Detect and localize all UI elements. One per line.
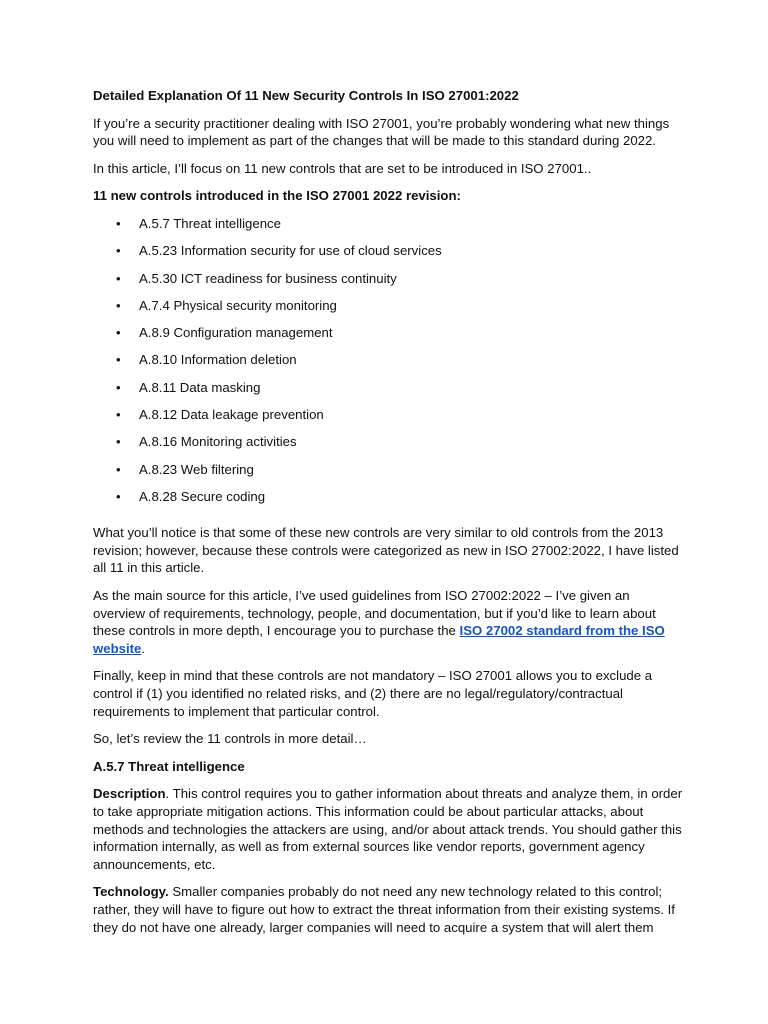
controls-list-heading: 11 new controls introduced in the ISO 27001 2022 revision: <box>93 188 461 204</box>
list-item <box>93 461 683 488</box>
list-item <box>93 406 683 433</box>
bullet-icon: • <box>116 461 121 477</box>
list-item <box>93 215 683 242</box>
list-item <box>93 351 683 378</box>
list-item <box>93 242 683 269</box>
bullet-icon: • <box>116 379 121 395</box>
description-label: Description <box>93 786 166 802</box>
source-paragraph <box>93 587 683 657</box>
section-heading: A.5.7 Threat intelligence <box>93 758 245 774</box>
control-label: A.5.30 ICT readiness for business continuity <box>139 270 397 286</box>
bullet-icon: • <box>116 270 121 286</box>
control-label: A.8.12 Data leakage prevention <box>139 407 324 423</box>
list-item <box>93 270 683 297</box>
bullet-icon: • <box>116 297 121 313</box>
source-text: As the main source for this article, I’ve used guidelines from ISO 27002:2022 – I’ve given an overview of requirements, technology, people, and documentation, but if you’d like to learn about these controls in more depth, I encourage you to purchase the <box>93 588 656 639</box>
technology-paragraph <box>93 883 683 936</box>
control-label: A.8.23 Web filtering <box>139 461 254 477</box>
control-label: A.8.11 Data masking <box>139 379 261 395</box>
focus-paragraph: In this article, I’ll focus on 11 new controls that are set to be introduced in ISO 27001.. <box>93 160 592 176</box>
control-label: A.8.16 Monitoring activities <box>139 434 297 450</box>
bullet-icon: • <box>116 215 121 231</box>
description-text: . This control requires you to gather information about threats and analyze them, in order to take appropriate mitigation actions. This information could be about particular attacks, about methods and technologies the attackers are using, and/or about attack trends. You should gather this information internally, as well as from external sources like vendor reports, government agency announcements, etc. <box>93 786 683 872</box>
article-body <box>93 87 683 946</box>
list-item <box>93 297 683 324</box>
notice-paragraph: What you’ll notice is that some of these new controls are very similar to old controls from the 2013 revision; however, because these controls were categorized as new in ISO 27002:2022, I have listed all 11 in this article. <box>93 525 679 576</box>
control-label: A.8.10 Information deletion <box>139 352 297 368</box>
source-text-end: . <box>141 640 146 656</box>
article-title: Detailed Explanation Of 11 New Security Controls In ISO 27001:2022 <box>93 88 519 103</box>
control-label: A.7.4 Physical security monitoring <box>139 297 337 313</box>
bullet-icon: • <box>116 352 121 368</box>
mandatory-paragraph: Finally, keep in mind that these controls are not mandatory – ISO 27001 allows you to exclude a control if (1) you identified no related risks, and (2) there are no legal/regulatory/contractual requirements to implement that particular control. <box>93 668 653 719</box>
list-item <box>93 379 683 406</box>
bullet-icon: • <box>116 488 121 504</box>
list-item <box>93 324 683 351</box>
iso-27002-link[interactable]: ISO 27002 standard from the ISO website <box>93 623 665 656</box>
bullet-icon: • <box>116 325 121 341</box>
bullet-icon: • <box>116 243 121 259</box>
bullet-icon: • <box>116 434 121 450</box>
controls-list <box>93 215 683 515</box>
control-label: A.8.9 Configuration management <box>139 325 333 341</box>
control-label: A.5.23 Information security for use of cloud services <box>139 243 442 259</box>
list-item <box>93 488 683 515</box>
control-label: A.8.28 Secure coding <box>139 488 266 504</box>
technology-text: Smaller companies probably do not need any new technology related to this control; rather, they will have to figure out how to extract the threat information from their existing systems. If they do not have one already, larger companies will need to acquire a system that will alert them <box>93 884 675 935</box>
control-label: A.5.7 Threat intelligence <box>139 215 281 231</box>
technology-label: Technology. <box>93 884 169 900</box>
list-item <box>93 433 683 460</box>
review-paragraph: So, let’s review the 11 controls in more detail… <box>93 731 367 747</box>
intro-paragraph: If you’re a security practitioner dealing with ISO 27001, you’re probably wondering what new things you will need to implement as part of the changes that will be made to this standard during 2022. <box>93 115 670 149</box>
description-paragraph <box>93 785 683 873</box>
bullet-icon: • <box>116 407 121 423</box>
